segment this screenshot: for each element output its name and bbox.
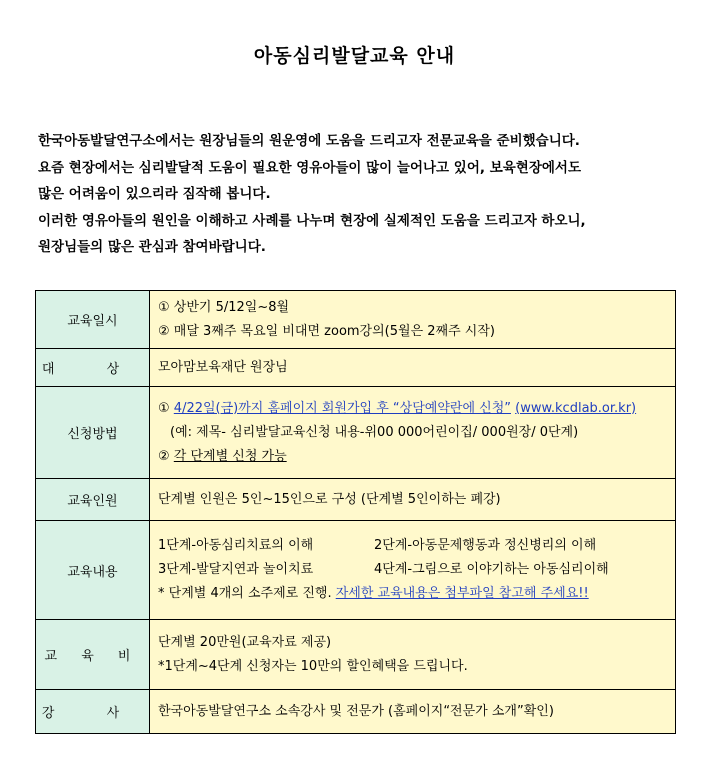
label-target: 대 상: [36, 349, 150, 387]
label-instructor: 강 사: [36, 690, 150, 734]
intro-line: 원장님들의 많은 관심과 참여바랍니다.: [38, 239, 266, 255]
homepage-link[interactable]: (www.kcdlab.or.kr): [515, 400, 637, 416]
row-content: [36, 521, 676, 620]
value-schedule: [150, 291, 676, 349]
value-apply: [150, 387, 676, 479]
content-line-2: [158, 558, 675, 582]
apply-deadline-link[interactable]: 4/22일(금)까지 홈페이지 회원가입 후 “상담예약란에 신청”: [173, 400, 511, 416]
value-size: 단계별 인원은 5인~15인으로 구성 (단계별 5인이하는 폐강): [150, 479, 676, 521]
intro-paragraph: [38, 128, 688, 261]
content-note: * 단계별 4개의 소주제로 진행. 자세한 교육내용은 첨부파일 참고해 주세요!!: [158, 586, 589, 601]
value-fee: [150, 620, 676, 690]
intro-line: 많은 어려움이 있으리라 짐작해 봅니다.: [38, 186, 271, 202]
attachment-link[interactable]: 자세한 교육내용은 첨부파일 참고해 주세요!!: [335, 586, 589, 601]
step-1: 1단계-아동심리치료의 이해: [158, 538, 314, 553]
step-3: 3단계-발달지연과 놀이치료: [158, 562, 314, 577]
row-schedule: [36, 291, 676, 349]
label-size: 교육인원: [36, 479, 150, 521]
row-fee: [36, 620, 676, 690]
row-instructor: [36, 690, 676, 734]
schedule-line-1: ① 상반기 5/12일~8월: [158, 299, 290, 315]
value-target: 모아맘보육재단 원장님: [150, 349, 676, 387]
schedule-line-2: ② 매달 3째주 목요일 비대면 zoom강의(5월은 2째주 시작): [158, 323, 495, 339]
step-4: 4단계-그림으로 이야기하는 아동심리이해: [374, 562, 609, 577]
row-target: [36, 349, 676, 387]
row-apply: [36, 387, 676, 479]
page-title: 아동심리발달교육 안내: [253, 45, 456, 67]
intro-line: 이러한 영유아들의 원인을 이해하고 사례를 나누며 현장에 실제적인 도움을 드리고자 하오니,: [38, 212, 586, 229]
label-apply: 신청방법: [36, 387, 150, 479]
info-table: [35, 290, 676, 734]
label-fee: 교 육 비: [36, 620, 150, 690]
apply-example: (예: 제목- 심리발달교육신청 내용-위00 000어린이집/ 000원장/ 0단계): [170, 424, 579, 440]
value-instructor: 한국아동발달연구소 소속강사 및 전문가 (홈페이지“전문가 소개”확인): [150, 690, 676, 734]
fee-line-1: 단계별 20만원(교육자료 제공): [158, 634, 332, 650]
apply-line-3: ② 각 단계별 신청 가능: [158, 448, 287, 464]
apply-line-1: ① 4/22일(금)까지 홈페이지 회원가입 후 “상담예약란에 신청” (www.kcdlab.or.kr): [158, 400, 637, 416]
content-line-1: [158, 534, 675, 558]
value-content: [150, 521, 676, 620]
intro-line: 요즘 현장에서는 심리발달적 도움이 필요한 영유아들이 많이 늘어나고 있어, 보육현장에서도: [38, 159, 581, 176]
step-2: 2단계-아동문제행동과 정신병리의 이해: [374, 538, 597, 553]
row-size: [36, 479, 676, 521]
label-schedule: 교육일시: [36, 291, 150, 349]
fee-line-2: *1단계~4단계 신청자는 10만의 할인혜택을 드립니다.: [158, 658, 468, 674]
intro-line: 한국아동발달연구소에서는 원장님들의 원운영에 도움을 드리고자 전문교육을 준비했습니다.: [38, 133, 580, 149]
label-content: 교육내용: [36, 521, 150, 620]
